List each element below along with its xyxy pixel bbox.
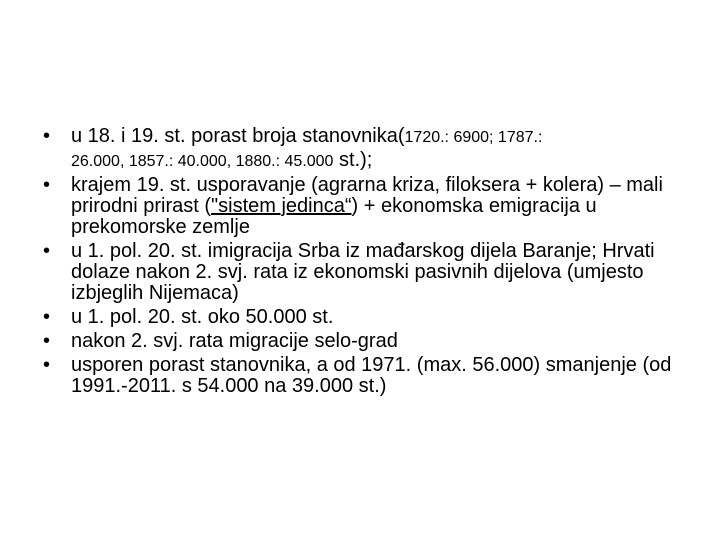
item-text: u 18. i 19. st. porast broja stanovnika( (71, 125, 405, 147)
item-text-small: 1720.: 6900; 1787.: (404, 129, 543, 146)
item-text: st.); (333, 149, 373, 171)
item-text: u 1. pol. 20. st. imigracija Srba iz mađarskog dijela Baranje; Hrvati dolaze nakon 2. svj. rata iz ekonomski pasivnih dijelova (umjesto izbjeglih Nijemaca) (71, 240, 655, 304)
list-item (43, 331, 683, 352)
item-text: ) + ekonomska emigracija u prekomorske zemlje (71, 195, 597, 238)
list-item (43, 175, 683, 238)
item-text: krajem 19. st. usporavanje (agrarna kriza, filoksera + kolera) – mali prirodni prirast ( (71, 174, 663, 217)
bullet-icon: • (43, 306, 51, 328)
item-text-underlined: "sistem jedinca“ (211, 195, 352, 217)
list-item (43, 241, 683, 304)
bullet-icon: • (43, 174, 51, 196)
list-item (43, 126, 683, 172)
item-text: u 1. pol. 20. st. oko 50.000 st. (71, 306, 334, 328)
bullet-icon: • (43, 330, 51, 352)
item-text: nakon 2. svj. rata migracije selo-grad (71, 330, 398, 352)
bullet-icon: • (43, 354, 51, 376)
list-item (43, 355, 683, 397)
list-item (43, 307, 683, 328)
item-text-small: 26.000, 1857.: 40.000, 1880.: 45.000 (71, 153, 334, 170)
bullet-icon: • (43, 125, 51, 147)
bullet-icon: • (43, 240, 51, 262)
bullet-list (43, 126, 683, 400)
item-text: usporen porast stanovnika, a od 1971. (max. 56.000) smanjenje (od 1991.-2011. s 54.000 na 39.000 st.) (71, 354, 672, 397)
